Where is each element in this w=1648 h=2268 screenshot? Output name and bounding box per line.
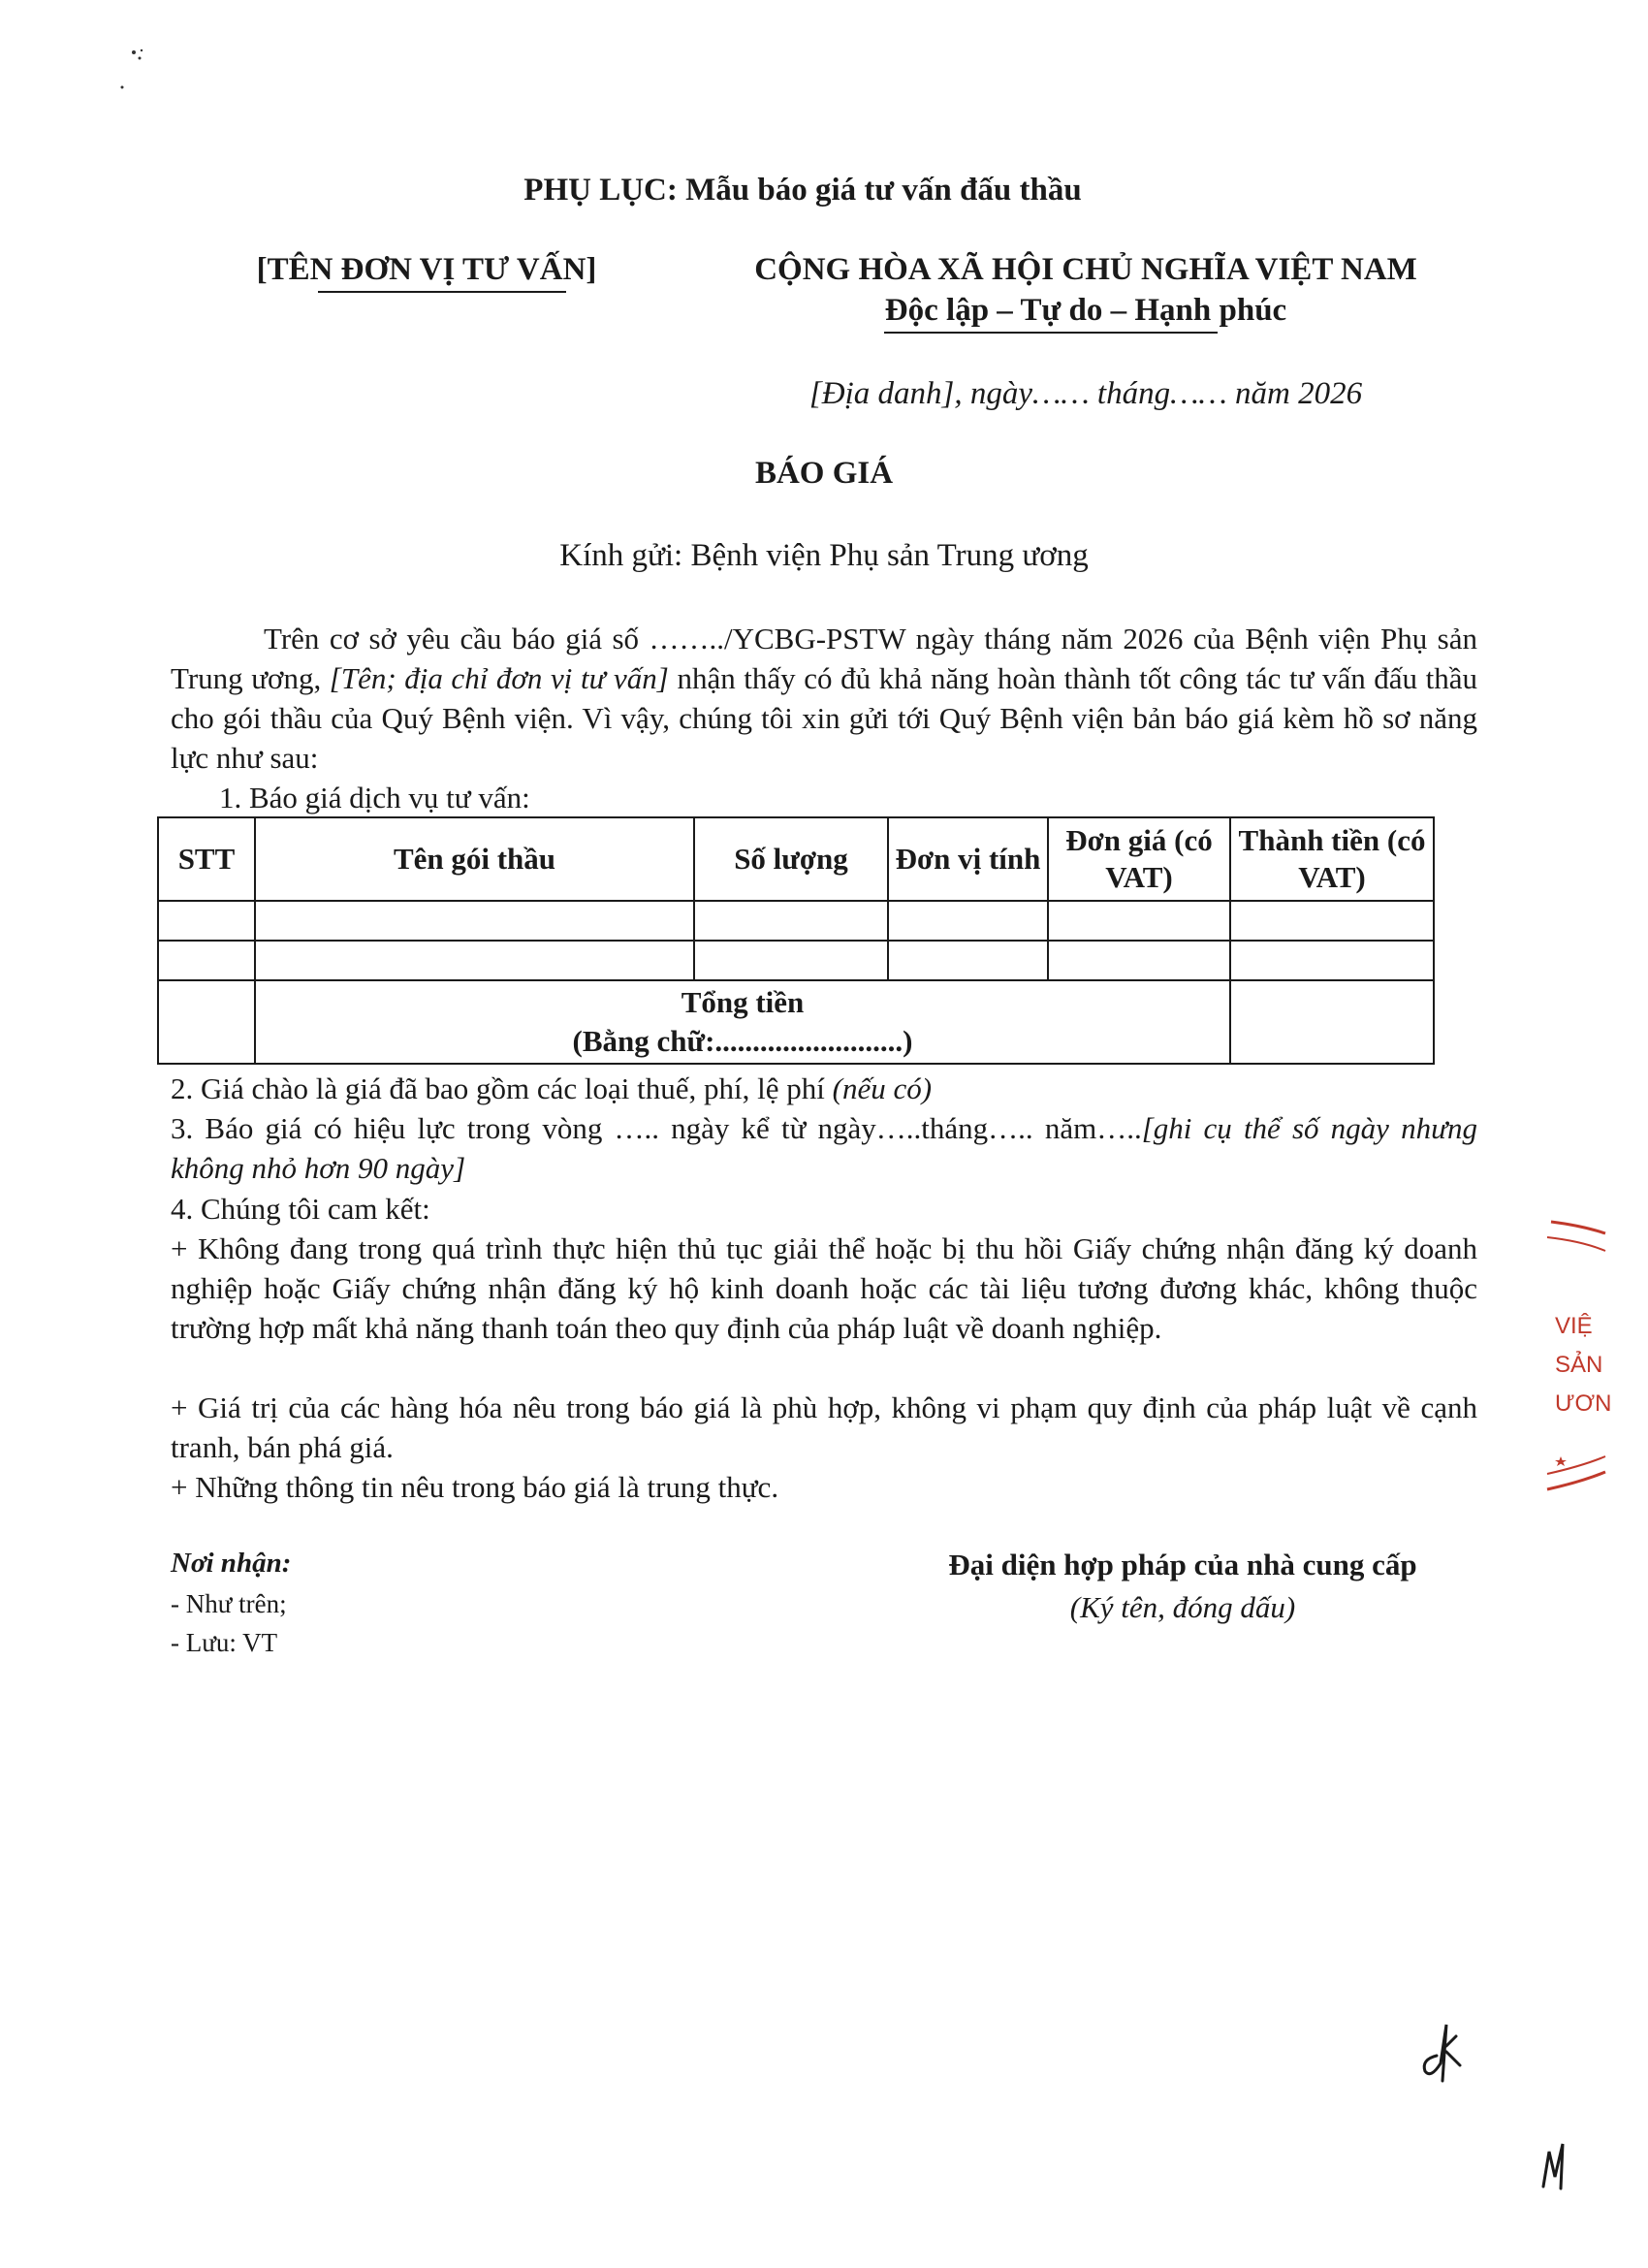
recipient-item: - Như trên;: [171, 1589, 287, 1618]
table-total-row: [158, 980, 1434, 1064]
org-name: [TÊN ĐƠN VỊ TƯ VẤN]: [256, 252, 597, 287]
intro-consultant-placeholder: [Tên; địa chỉ đơn vị tư vấn]: [329, 661, 669, 695]
intro-part1: Trên cơ sở yêu cầu báo giá số ……../YCBG-PSTW ngày tháng năm 2026 của Bệnh viện Phụ sản Trung ương,: [171, 622, 1477, 695]
recipient-item: - Lưu: VT: [171, 1628, 278, 1657]
table-row: [158, 901, 1434, 941]
header-package-name: Tên gói thầu: [255, 817, 694, 901]
stamp-text-line: SẢN: [1555, 1352, 1603, 1378]
motto-underline: [884, 332, 1218, 334]
item-2-text: 2. Giá chào là giá đã bao gồm các loại thuế, phí, lệ phí: [171, 1071, 833, 1105]
item-2: [171, 1069, 932, 1108]
header-amount: Thành tiền (có VAT): [1230, 817, 1434, 901]
stamp-text-line: ƯƠN: [1555, 1390, 1612, 1417]
table-row: [158, 941, 1434, 980]
section-1-heading: 1. Báo giá dịch vụ tư vấn:: [219, 781, 530, 815]
signer-title: Đại diện hợp pháp của nhà cung cấp: [948, 1548, 1417, 1581]
document-title: BÁO GIÁ: [754, 456, 894, 491]
intro-paragraph: [171, 619, 1477, 778]
recipients-label: Nơi nhận:: [171, 1548, 292, 1579]
intro-part3: nhận thấy có đủ khả năng hoàn thành tốt công tác tư vấn đấu thầu cho gói thầu của Quý Bệnh viện. Vì vậy, chúng tôi xin gửi tới Quý Bệnh viện bản báo giá kèm hồ sơ năng lực như sau:: [171, 661, 1477, 775]
recipient-line: Kính gửi: Bệnh viện Phụ sản Trung ương: [559, 538, 1089, 573]
stamp-fragment: [1543, 1212, 1612, 1503]
item-3-note: [ghi cụ thể số ngày nhưng không nhỏ hơn 90 ngày]: [171, 1111, 1477, 1185]
signer-note: (Ký tên, đóng dấu): [1069, 1590, 1296, 1624]
stamp-text-line: VIỆ: [1555, 1313, 1593, 1339]
place-date: [Địa danh], ngày…… tháng…… năm 2026: [808, 376, 1363, 411]
handwritten-initial: [1417, 2017, 1466, 2085]
header-stt: STT: [158, 817, 255, 901]
item-2-note: (nếu có): [832, 1071, 933, 1105]
appendix-title: PHỤ LỤC: Mẫu báo giá tư vấn đấu thầu: [523, 173, 1082, 208]
commitment-2: + Giá trị của các hàng hóa nêu trong báo giá là phù hợp, không vi phạm quy định của pháp luật về cạnh tranh, bán phá giá.: [171, 1390, 1477, 1464]
total-in-words: (Bằng chữ:.........................): [572, 1024, 913, 1058]
header-quantity: Số lượng: [694, 817, 888, 901]
total-label: Tổng tiền: [681, 985, 805, 1019]
item-3-text: 3. Báo giá có hiệu lực trong vòng ….. ngày kể từ ngày…..tháng….. năm…..: [171, 1111, 1142, 1145]
item-3: [171, 1108, 1477, 1188]
org-name-underline: [318, 291, 566, 293]
item-4: 4. Chúng tôi cam kết:: [171, 1192, 430, 1226]
header-unit: Đơn vị tính: [888, 817, 1048, 901]
commitment-1: + Không đang trong quá trình thực hiện thủ tục giải thể hoặc bị thu hồi Giấy chứng nhận đăng ký doanh nghiệp hoặc Giấy chứng nhận đăng ký hộ kinh doanh hoặc các tài liệu tương đương khác, không thuộc trường hợp mất khả năng thanh toán theo quy định của pháp luật về doanh nghiệp.: [171, 1231, 1477, 1345]
header-unit-price: Đơn giá (có VAT): [1048, 817, 1230, 901]
table-header-row: [158, 817, 1434, 901]
motto: Độc lập – Tự do – Hạnh phúc: [884, 293, 1287, 328]
handwritten-mark: [1536, 2138, 1574, 2196]
commitment-3: + Những thông tin nêu trong báo giá là trung thực.: [171, 1470, 779, 1504]
country-name: CỘNG HÒA XÃ HỘI CHỦ NGHĨA VIỆT NAM: [754, 252, 1417, 287]
scan-specks: [116, 39, 174, 97]
quote-table: [157, 816, 1435, 1065]
total-cell: [255, 980, 1230, 1064]
